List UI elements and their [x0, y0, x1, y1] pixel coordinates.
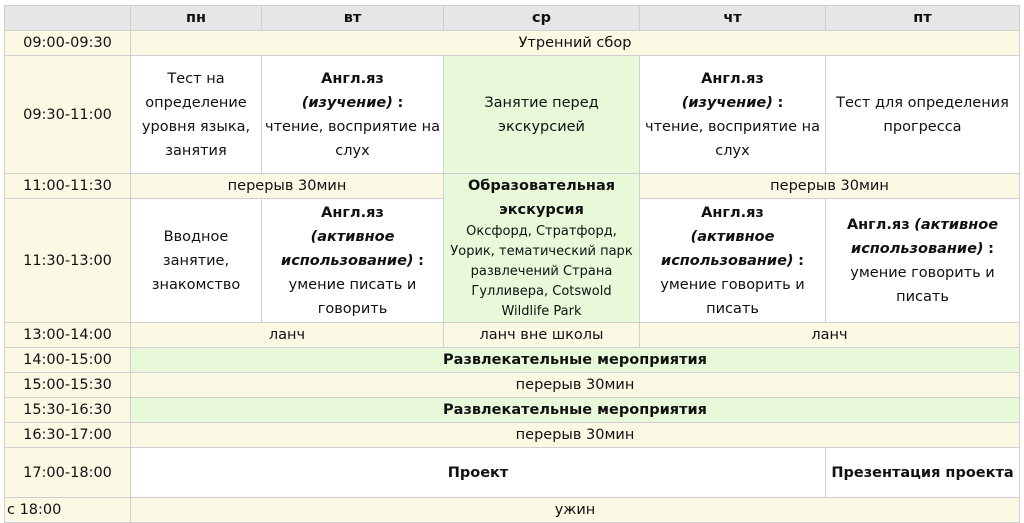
- time-cell: 13:00-14:00: [5, 323, 131, 348]
- lesson-description: умение говорить и писать: [850, 264, 995, 305]
- schedule-table: [4, 5, 1020, 523]
- morning-gathering: Утренний сбор: [131, 31, 1020, 56]
- table-row: [5, 373, 1020, 398]
- project-presentation: Презентация проекта: [826, 448, 1020, 498]
- entertainment-1: Развлекательные мероприятия: [131, 348, 1020, 373]
- tue-english-study: [262, 56, 444, 174]
- day-header-mon: пн: [131, 6, 262, 31]
- break-afternoon-1: перерыв 30мин: [131, 373, 1020, 398]
- lesson-mode: (изучение): [301, 94, 393, 111]
- lunch-thu-fri: ланч: [640, 323, 1020, 348]
- fri-progress-test: Тест для определения прогресса: [826, 56, 1020, 174]
- lesson-description: чтение, восприятие на слух: [265, 118, 440, 159]
- lesson-colon: :: [777, 94, 784, 111]
- day-header-tue: вт: [262, 6, 444, 31]
- table-row: [5, 56, 1020, 174]
- day-header-fri: пт: [826, 6, 1020, 31]
- time-cell: 09:00-09:30: [5, 31, 131, 56]
- break-afternoon-2: перерыв 30мин: [131, 423, 1020, 448]
- table-row: [5, 323, 1020, 348]
- time-cell: 17:00-18:00: [5, 448, 131, 498]
- time-cell: с 18:00: [5, 498, 131, 523]
- corner-cell: [5, 6, 131, 31]
- lesson-title: Англ.яз: [701, 70, 764, 87]
- mon-placement-test: Тест на определение уровня языка, занятия: [131, 56, 262, 174]
- lunch-mon-tue: ланч: [131, 323, 444, 348]
- lesson-description: умение писать и говорить: [288, 276, 417, 317]
- lesson-colon: :: [397, 94, 404, 111]
- time-cell: 14:00-15:00: [5, 348, 131, 373]
- lesson-mode: (активное использование): [661, 228, 794, 269]
- time-cell: 09:30-11:00: [5, 56, 131, 174]
- wed-excursion: [444, 174, 640, 323]
- lesson-title: Англ.яз: [846, 216, 910, 233]
- break-thu-fri: перерыв 30мин: [640, 174, 1020, 199]
- thu-english-active: [640, 199, 826, 323]
- break-mon-tue: перерыв 30мин: [131, 174, 444, 199]
- lesson-mode: (изучение): [681, 94, 773, 111]
- tue-english-active: [262, 199, 444, 323]
- project-cell: Проект: [131, 448, 826, 498]
- lesson-mode: (активное использование): [851, 216, 999, 257]
- lesson-title: Англ.яз: [321, 204, 384, 221]
- dinner-cell: ужин: [131, 498, 1020, 523]
- time-cell: 11:00-11:30: [5, 174, 131, 199]
- day-header-wed: ср: [444, 6, 640, 31]
- table-row: [5, 348, 1020, 373]
- lesson-colon: :: [418, 252, 424, 269]
- lesson-title: Англ.яз: [321, 70, 384, 87]
- lunch-wed: ланч вне школы: [444, 323, 640, 348]
- lesson-description: умение говорить и писать: [660, 276, 805, 317]
- lesson-description: чтение, восприятие на слух: [645, 118, 820, 159]
- time-cell: 15:00-15:30: [5, 373, 131, 398]
- mon-intro-lesson: Вводное занятие, знакомство: [131, 199, 262, 323]
- lesson-mode: (активное использование): [281, 228, 414, 269]
- lesson-colon: :: [988, 240, 994, 257]
- excursion-description: Оксфорд, Стратфорд, Уорик, тематический парк развлечений Страна Гулливера, Cotswold Wildlife Park: [450, 224, 633, 319]
- entertainment-2: Развлекательные мероприятия: [131, 398, 1020, 423]
- day-header-thu: чт: [640, 6, 826, 31]
- table-row: [5, 448, 1020, 498]
- table-row: [5, 31, 1020, 56]
- wed-pre-excursion: Занятие перед экскурсией: [444, 56, 640, 174]
- lesson-title: Англ.яз: [701, 204, 764, 221]
- header-row: [5, 6, 1020, 31]
- table-row: [5, 423, 1020, 448]
- excursion-title: Образовательная экскурсия: [467, 178, 616, 218]
- time-cell: 11:30-13:00: [5, 199, 131, 323]
- thu-english-study: [640, 56, 826, 174]
- lesson-colon: :: [798, 252, 804, 269]
- table-row: [5, 174, 1020, 199]
- time-cell: 16:30-17:00: [5, 423, 131, 448]
- table-row: [5, 398, 1020, 423]
- time-cell: 15:30-16:30: [5, 398, 131, 423]
- fri-english-active: [826, 199, 1020, 323]
